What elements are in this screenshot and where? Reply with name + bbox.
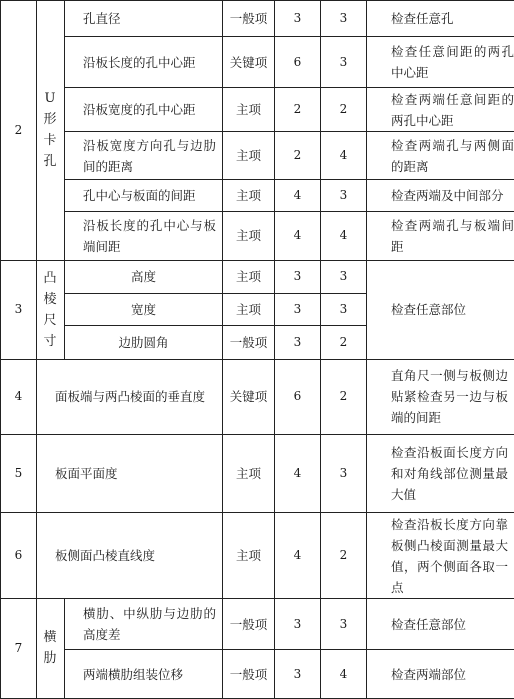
table-row [1,87,514,131]
item-value-a: 3 [275,598,321,650]
item-value-a: 3 [275,293,321,325]
table-row [1,359,514,435]
item-value-a: 6 [275,359,321,435]
item-name: 沿板长度的孔中心距 [65,37,223,88]
table-row [1,650,514,699]
item-level: 主项 [223,87,275,131]
item-value-b: 2 [321,326,367,359]
item-name: 沿板宽度方向孔与边肋间的距离 [65,132,223,179]
item-name: 两端横肋组装位移 [65,650,223,699]
group-name: 凸棱尺寸 [37,260,65,359]
item-value-a: 4 [275,212,321,261]
item-level: 主项 [223,293,275,325]
item-level: 主项 [223,132,275,179]
item-value-a: 4 [275,513,321,599]
item-name: 板面平面度 [37,435,223,513]
item-name: 板侧面凸棱直线度 [37,513,223,599]
item-value-b: 4 [321,212,367,261]
group-name: 横肋 [37,598,65,698]
item-value-a: 2 [275,132,321,179]
item-level: 关键项 [223,37,275,88]
item-value-b: 3 [321,598,367,650]
item-value-a: 3 [275,326,321,359]
item-value-a: 4 [275,179,321,211]
item-name: 横肋、中纵肋与边肋的高度差 [65,598,223,650]
item-level: 一般项 [223,326,275,359]
item-value-a: 3 [275,260,321,293]
item-method: 检查任意部位 [367,598,514,650]
item-name: 高度 [65,260,223,293]
item-level: 主项 [223,260,275,293]
item-value-b: 4 [321,132,367,179]
item-method: 检查两端孔与板端间距 [367,212,514,261]
item-level: 一般项 [223,650,275,699]
group-number: 3 [1,260,37,359]
group-number: 4 [1,359,37,435]
item-value-b: 4 [321,650,367,699]
item-method: 检查任意孔 [367,1,514,37]
item-value-a: 3 [275,650,321,699]
item-value-b: 2 [321,359,367,435]
item-name: 沿板宽度的孔中心距 [65,87,223,131]
item-value-a: 6 [275,37,321,88]
item-method: 检查两端及中间部分 [367,179,514,211]
table-row [1,212,514,261]
item-level: 主项 [223,435,275,513]
group-number: 6 [1,513,37,599]
item-method: 检查沿板长度方向靠板侧凸棱面测量最大值，两个侧面各取一点 [367,513,514,599]
table-row [1,179,514,211]
table-row [1,1,514,37]
item-value-a: 2 [275,87,321,131]
group-number: 5 [1,435,37,513]
item-value-b: 3 [321,1,367,37]
item-value-b: 3 [321,293,367,325]
item-method: 检查两端任意间距的两孔中心距 [367,87,514,131]
table-row [1,435,514,513]
item-level: 主项 [223,513,275,599]
item-value-b: 3 [321,179,367,211]
item-value-b: 2 [321,513,367,599]
item-name: 面板端与两凸棱面的垂直度 [37,359,223,435]
item-level: 一般项 [223,1,275,37]
item-method: 检查沿板面长度方向和对角线部位测量最大值 [367,435,514,513]
table-row [1,260,514,293]
item-method: 直角尺一侧与板侧边贴紧检查另一边与板端的间距 [367,359,514,435]
group-number: 2 [1,1,37,261]
group-number: 7 [1,598,37,698]
table-row [1,598,514,650]
item-value-b: 3 [321,435,367,513]
table-row [1,37,514,88]
table-row [1,132,514,179]
item-method: 检查任意部位 [367,260,514,359]
item-name: 边肋圆角 [65,326,223,359]
item-name: 沿板长度的孔中心与板端间距 [65,212,223,261]
table-row [1,513,514,599]
item-method: 检查两端部位 [367,650,514,699]
item-method: 检查两端孔与两侧面的距离 [367,132,514,179]
item-value-b: 2 [321,87,367,131]
item-name: 孔中心与板面的间距 [65,179,223,211]
item-name: 宽度 [65,293,223,325]
item-name: 孔直径 [65,1,223,37]
item-value-a: 4 [275,435,321,513]
item-level: 主项 [223,179,275,211]
item-value-b: 3 [321,260,367,293]
item-value-b: 3 [321,37,367,88]
item-level: 主项 [223,212,275,261]
group-name: U形卡孔 [37,1,65,261]
item-level: 关键项 [223,359,275,435]
item-level: 一般项 [223,598,275,650]
item-value-a: 3 [275,1,321,37]
item-method: 检查任意间距的两孔中心距 [367,37,514,88]
